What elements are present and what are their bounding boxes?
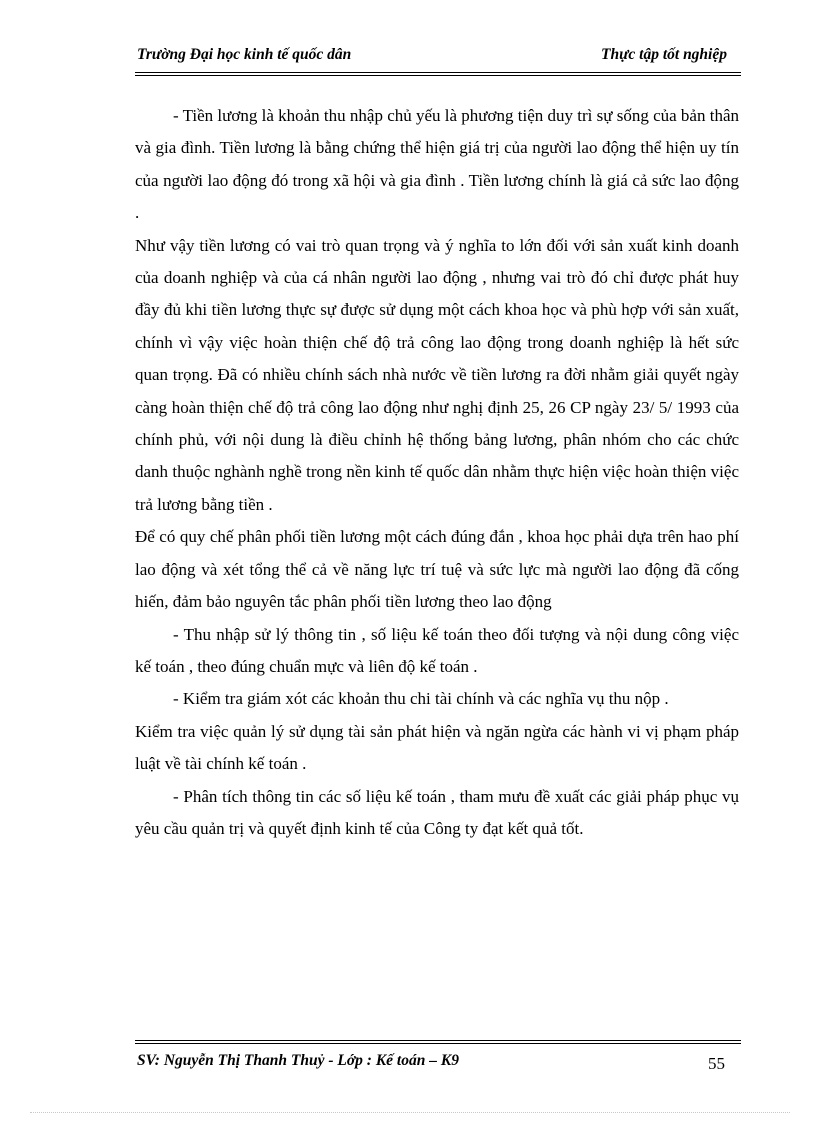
footer-rule-thin bbox=[135, 1040, 741, 1041]
paragraph: Để có quy chế phân phối tiền lương một cách đúng đắn , khoa học phải dựa trên hao phí lao động và xét tổng thể cả về năng lực trí tuệ và sức lực mà người lao động đã cống hiến, đảm bảo nguyên tắc phân phối tiền lương theo lao động bbox=[135, 527, 739, 612]
page-body bbox=[135, 100, 739, 845]
paragraph: - Tiền lương là khoản thu nhập chủ yếu là phương tiện duy trì sự sống của bản thân và gia đình. Tiền lương là bằng chứng thể hiện giá trị của người lao động thể hiện uy tín của người lao động đó trong xã hội và gia đình . Tiền lương chính là giá cả sức lao động . bbox=[135, 106, 739, 223]
header-report-type: Thực tập tốt nghiệp bbox=[601, 46, 727, 63]
paragraph: - Thu nhập sử lý thông tin , số liệu kế toán theo đối tượng và nội dung công việc kế toán , theo đúng chuẩn mực và liên độ kế toán . bbox=[135, 624, 739, 676]
header-rule-thick bbox=[135, 72, 741, 73]
paragraph: Như vậy tiền lương có vai trò quan trọng và ý nghĩa to lớn đối với sản xuất kinh doanh của doanh nghiệp và của cá nhân người lao động , nhưng vai trò đó chỉ được phát huy đầy đủ khi tiền lương thực sự được sử dụng một cách khoa học và phù hợp với sản xuất, chính vì vậy việc hoàn thiện chế độ trả công lao động trong doanh nghiệp là hết sức quan trọng. Đã có nhiều chính sách nhà nước về tiền lương ra đời nhằm giải quyết ngày càng hoàn thiện chế độ trả công lao động như nghị định 25, 26 CP ngày 23/ 5/ 1993 của chính phủ, với nội dung là điều chỉnh hệ thống bảng lương, phân nhóm cho các chức danh thuộc nghành nghề trong nền kinh tế quốc dân nhằm thực hiện việc hoàn thiện việc trả lương bằng tiền . bbox=[135, 235, 739, 514]
header-school-name: Trường Đại học kinh tế quốc dân bbox=[137, 46, 352, 63]
page-footer bbox=[135, 1052, 741, 1078]
footer-student-info: SV: Nguyễn Thị Thanh Thuỷ - Lớp : Kế toán – K9 bbox=[137, 1052, 459, 1069]
paragraph: - Kiểm tra giám xót các khoản thu chi tài chính và các nghĩa vụ thu nộp . bbox=[173, 689, 669, 709]
paragraph: Kiểm tra việc quản lý sử dụng tài sản phát hiện và ngăn ngừa các hành vi vị phạm pháp luật về tài chính kế toán . bbox=[135, 721, 739, 774]
page-header bbox=[135, 46, 741, 70]
footer-rule-thick bbox=[135, 1043, 741, 1044]
header-rule-thin bbox=[135, 75, 741, 76]
page-number: 55 bbox=[708, 1054, 725, 1073]
paragraph: - Phân tích thông tin các số liệu kế toán , tham mưu đề xuất các giải pháp phục vụ yêu cầu quản trị và quyết định kinh tế của Công ty đạt kết quả tốt. bbox=[135, 786, 739, 838]
page-bottom-border bbox=[30, 1112, 790, 1113]
